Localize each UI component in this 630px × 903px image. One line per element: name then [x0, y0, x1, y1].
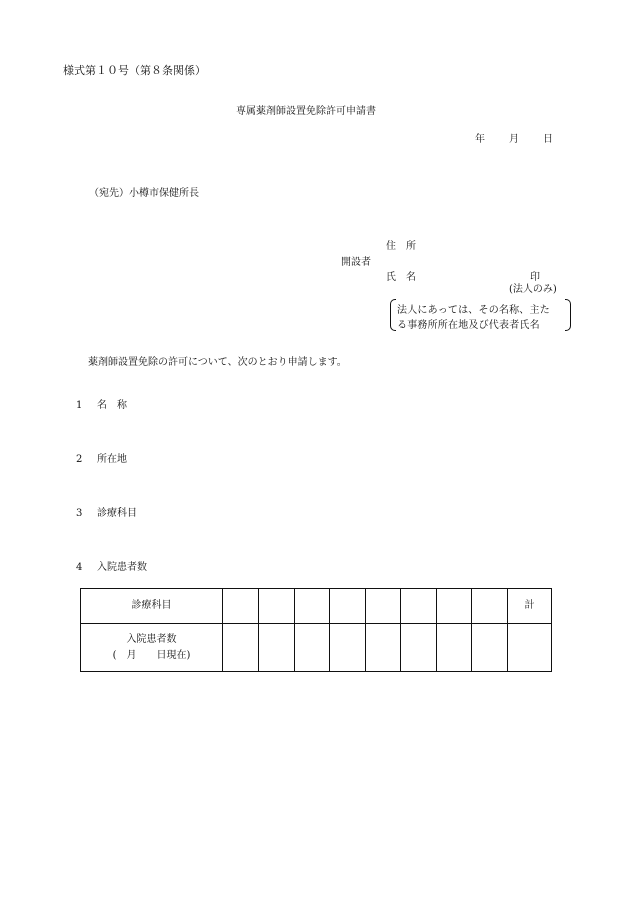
item-label: 入院患者数 — [97, 562, 147, 573]
department-cell[interactable] — [401, 589, 437, 624]
right-bracket — [565, 299, 571, 331]
date-day: 日 — [543, 134, 553, 145]
item-label: 所在地 — [97, 454, 127, 465]
inpatient-count-cell[interactable] — [437, 624, 472, 672]
item-number: 2 — [76, 454, 83, 465]
inpatient-count-cell[interactable] — [295, 624, 330, 672]
item-label: 名 称 — [97, 400, 127, 411]
inpatient-header-cell — [81, 624, 223, 672]
department-cell[interactable] — [472, 589, 508, 624]
name-label: 氏 名 — [386, 272, 416, 283]
corporate-note — [390, 299, 571, 331]
applicant-label: 開設者 — [341, 257, 371, 268]
inpatient-count-cell[interactable] — [366, 624, 401, 672]
item-number: 1 — [76, 400, 83, 411]
item-label: 診療科目 — [97, 508, 137, 519]
item-number: 3 — [76, 508, 83, 519]
left-bracket — [390, 299, 396, 331]
department-cell[interactable] — [330, 589, 366, 624]
inpatient-count-cell[interactable] — [401, 624, 437, 672]
department-header-cell: 診療科目 — [81, 589, 223, 624]
inpatient-count-cell[interactable] — [330, 624, 366, 672]
seal-note: (法人のみ) — [509, 284, 557, 295]
corporate-note-line2: る事務所所在地及び代表者氏名 — [397, 320, 540, 331]
addressee: （宛先）小樽市保健所長 — [89, 188, 199, 199]
department-cell[interactable] — [437, 589, 472, 624]
intro-text: 薬剤師設置免除の許可について、次のとおり申請します。 — [88, 357, 347, 368]
inpatient-count-cell[interactable] — [472, 624, 508, 672]
document-title: 専属薬剤師設置免除許可申請書 — [236, 106, 376, 117]
department-cell[interactable] — [295, 589, 330, 624]
table-row — [81, 589, 552, 624]
address-label: 住 所 — [386, 241, 416, 252]
date-month: 月 — [509, 134, 519, 145]
inpatient-count-cell[interactable] — [223, 624, 259, 672]
inpatient-date-label: ( 月 日現在) — [112, 649, 191, 661]
seal-mark: 印 — [530, 272, 540, 283]
date-year: 年 — [475, 134, 485, 145]
department-cell[interactable] — [223, 589, 259, 624]
form-number: 様式第１０号（第８条関係） — [63, 64, 206, 77]
inpatient-total-cell[interactable] — [508, 624, 552, 672]
total-header-cell: 計 — [508, 589, 552, 624]
inpatient-count-cell[interactable] — [259, 624, 295, 672]
patient-count-table — [80, 588, 552, 672]
table-row — [81, 624, 552, 672]
inpatient-header-label: 入院患者数 — [126, 633, 177, 645]
department-cell[interactable] — [259, 589, 295, 624]
corporate-note-line1: 法人にあっては、その名称、主た — [397, 305, 550, 316]
department-cell[interactable] — [366, 589, 401, 624]
item-number: 4 — [76, 562, 83, 573]
